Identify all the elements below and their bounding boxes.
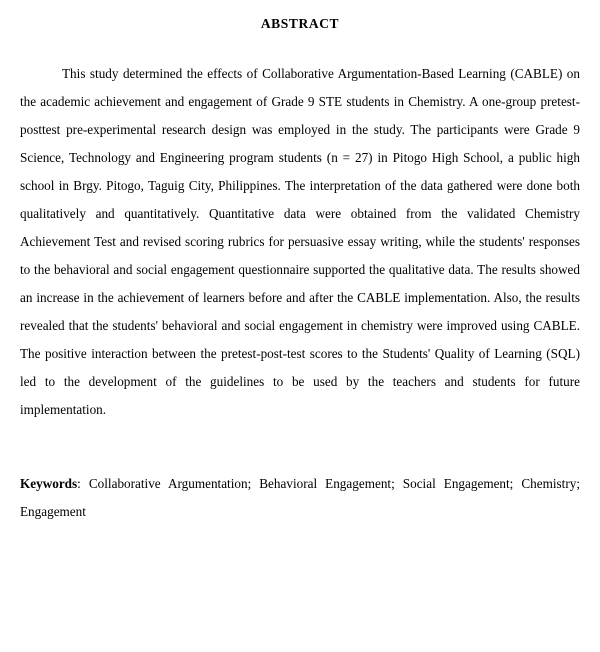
abstract-paragraph: This study determined the effects of Collaborative Argumentation-Based Learning (CABLE) on the academic achievement and engagement of Grade 9 STE students in Chemistry. A one-group pretest-posttest pre-experimental research design was employed in the study. The participants were Grade 9 Science, Technology and Engineering program students (n = 27) in Pitogo High School, a public high school in Brgy. Pitogo, Taguig City, Philippines. The interpretation of the data gathered were done both qualitatively and quantitatively. Quantitative data were obtained from the validated Chemistry Achievement Test and revised scoring rubrics for persuasive essay writing, while the students' responses to the behavioral and social engagement questionnaire supported the qualitative data. The results showed an increase in the achievement of learners before and after the CABLE implementation. Also, the results revealed that the students' behavioral and social engagement in chemistry were improved using CABLE. The positive interaction between the pretest-post-test scores to the Students' Quality of Learning (SQL) led to the development of the guidelines to be used by the teachers and students for future implementation. bbox=[20, 66, 580, 417]
keywords-values: Collaborative Argumentation; Behavioral Engagement; Social Engagement; Chemistry; Engagement bbox=[20, 475, 580, 519]
keywords-separator: : bbox=[77, 475, 81, 491]
keywords-line bbox=[20, 470, 580, 526]
page-title: ABSTRACT bbox=[260, 16, 340, 31]
keywords-label: Keywords bbox=[20, 475, 78, 491]
